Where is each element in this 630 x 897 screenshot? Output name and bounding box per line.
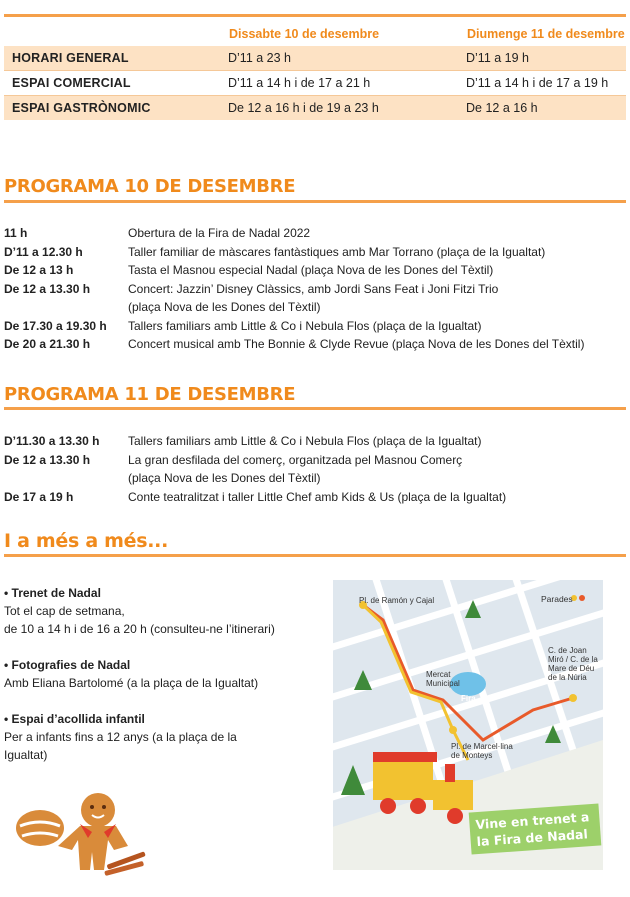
stop-dot — [569, 694, 577, 702]
program-11-title: PROGRAMA 11 DE DESEMBRE — [4, 384, 296, 405]
program-item: (plaça Nova de les Dones del Tèxtil) — [128, 471, 321, 485]
section-rule — [4, 554, 626, 557]
map-label-fira: Fira — [461, 694, 476, 703]
hours-row: ESPAI COMERCIAL D’11 a 14 h i de 17 a 21 h D’11 a 14 h i de 17 a 19 h — [4, 71, 626, 96]
gingerbread-man — [58, 793, 128, 870]
top-rule — [4, 14, 626, 17]
program-item: De 17.30 a 19.30 h Tallers familiars amb Little & Co i Nebula Flos (plaça de la Igualtat) — [4, 318, 482, 333]
train-cta-label: Vine en trenet a la Fira de Nadal — [469, 804, 602, 855]
program-item: D’11.30 a 13.30 h Tallers familiars amb Little & Co i Nebula Flos (plaça de la Igualtat) — [4, 434, 482, 448]
program-item: (plaça Nova de les Dones del Tèxtil) — [128, 300, 321, 314]
program-item: D’11 a 12.30 h Taller familiar de màscares fantàstiques amb Mar Torrano (plaça de la Igualtat) — [4, 244, 546, 259]
program-item: De 12 a 13 h Tasta el Masnou especial Nadal (plaça Nova de les Dones del Tèxtil) — [4, 263, 494, 277]
gingerbread-illustration — [10, 786, 150, 884]
map-legend-label: Parades — [541, 594, 573, 604]
program-item: De 20 a 21.30 h Concert musical amb The Bonnie & Clyde Revue (plaça Nova de les Dones del Tèxtil) — [4, 337, 585, 351]
program-item: De 17 a 19 h Conte teatralitzat i taller Little Chef amb Kids & Us (plaça de la Igualtat) — [4, 489, 507, 504]
program-item: De 12 a 13.30 h Concert: Jazzin’ Disney Clàssics, amb Jordi Sans Feat i Joni Fitzi Trio — [4, 281, 499, 296]
stop-dot — [449, 726, 457, 734]
map-label-joan-miro: C. de Joan Miró / C. de la Mare de Déu de la Núria — [548, 646, 598, 682]
program-10-title: PROGRAMA 10 DE DESEMBRE — [4, 176, 296, 197]
hours-row: ESPAI GASTRÒNOMIC De 12 a 16 h i de 19 a 23 h De 12 a 16 h — [4, 96, 626, 121]
hours-row: HORARI GENERAL D’11 a 23 h D’11 a 19 h — [4, 46, 626, 71]
map-label-marcel-lina: Pl. de Marcel·lina de Monteys — [451, 742, 513, 760]
section-rule — [4, 407, 626, 410]
program-11-list — [4, 432, 626, 506]
extra-item: • Trenet de Nadal Tot el cap de setmana, de 10 a 14 h i de 16 a 20 h (consulteu-ne l’itinerari) — [4, 586, 275, 636]
program-item: 11 h Obertura de la Fira de Nadal 2022 — [4, 226, 311, 240]
col-saturday: Dissabte 10 de desembre — [229, 27, 380, 41]
legend-dot-red — [579, 595, 585, 601]
cinnamon-sticks — [104, 851, 146, 876]
extra-item: • Fotografies de Nadal Amb Eliana Bartolomé (a la plaça de la Igualtat) — [4, 658, 259, 690]
program-item: De 12 a 13.30 h La gran desfilada del comerç, organitzada pel Masnou Comerç — [4, 452, 463, 467]
map-label-ramon-y-cajal: Pl. de Ramón y Cajal — [359, 596, 435, 605]
hours-table — [4, 22, 626, 120]
map-label-mercat: Mercat Municipal — [426, 670, 460, 688]
cookie-left — [16, 810, 64, 846]
extra-title: I a més a més... — [4, 530, 169, 552]
col-sunday: Diumenge 11 de desembre — [467, 27, 625, 41]
extra-list — [4, 584, 304, 782]
hours-header-row — [4, 22, 626, 46]
section-rule — [4, 200, 626, 203]
extra-item: • Espai d’acollida infantil Per a infants fins a 12 anys (a la plaça de la Igualtat) — [4, 712, 237, 762]
program-10-list — [4, 224, 626, 354]
